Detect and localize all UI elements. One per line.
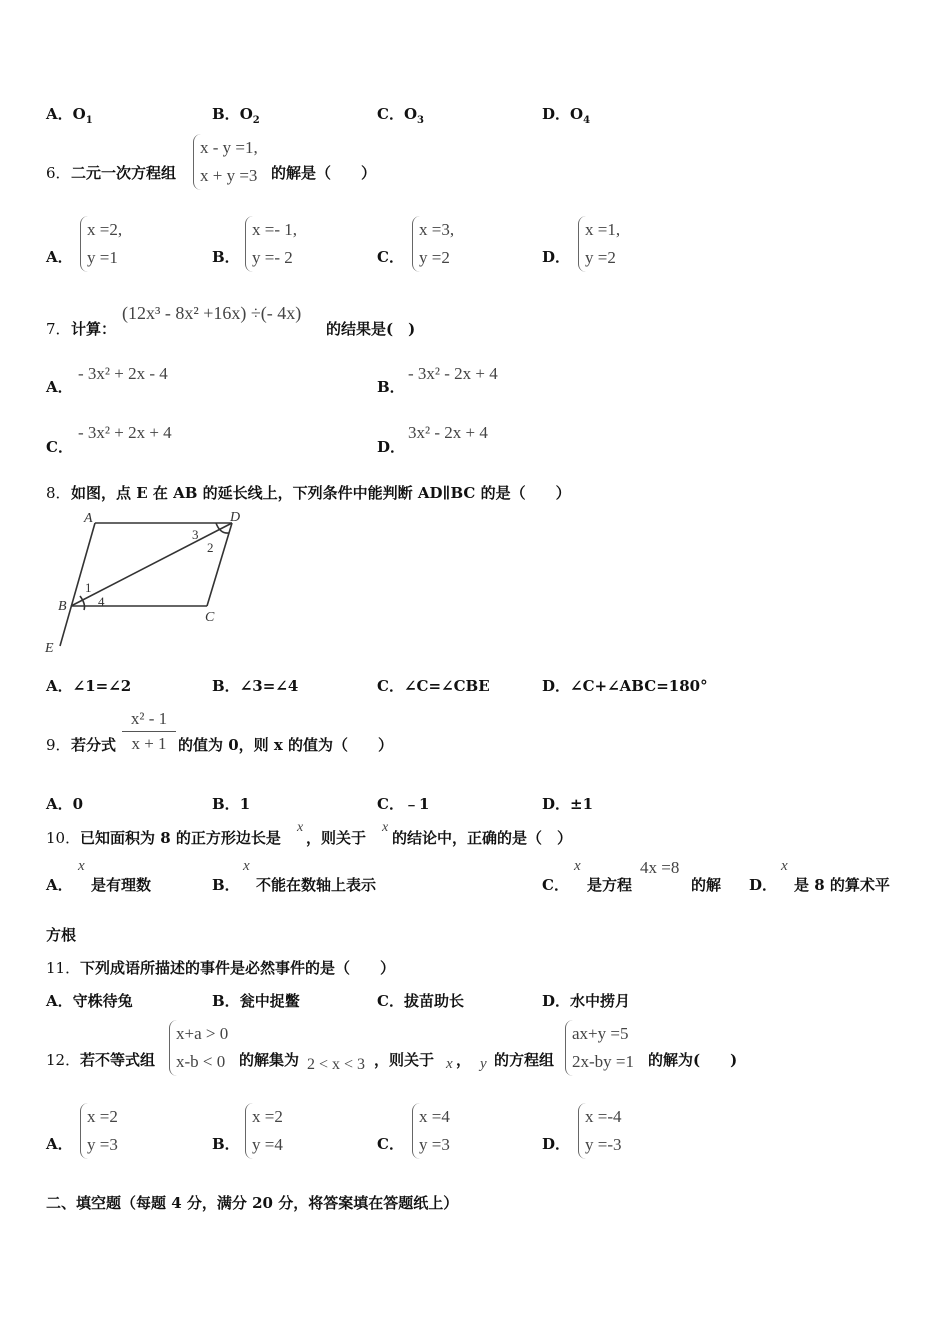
q10-option-c-letter: C． (542, 876, 569, 894)
q12-var-y: y (480, 1056, 487, 1072)
q10-var-2: x (382, 820, 389, 835)
q12-equation-system: ax+y =5 2x-by =1 (565, 1020, 634, 1076)
q12-option-a-system: x =2 y =3 (80, 1103, 118, 1159)
q6-option-a-letter: A． (46, 248, 73, 266)
q10-var-1: x (297, 820, 304, 835)
q5-option-a: A．$O_1$ (46, 105, 93, 126)
q7-option-c-letter: C． (46, 438, 73, 456)
angle-label-2: 2 (207, 540, 214, 555)
q9-option-c: C．﹣1 (377, 795, 430, 813)
q10-option-c-after: 的解 (691, 876, 722, 894)
label-b: B (58, 599, 67, 614)
q9-option-d: D．±1 (542, 795, 594, 813)
q5-option-b: B．$O_2$ (212, 105, 260, 126)
q10-option-a-text: 是有理数 (91, 876, 152, 894)
q11-option-b: B．瓮中捉鳖 (212, 992, 300, 1010)
q11-option-a: A．守株待兔 (46, 992, 133, 1010)
q10-option-a-var: x (78, 858, 85, 874)
q10-option-b-var: x (243, 858, 250, 874)
q12-option-b-letter: B． (212, 1135, 240, 1153)
q7-option-a-expr: - 3x² + 2x - 4 (78, 364, 168, 383)
q10-option-a-letter: A． (46, 876, 73, 894)
q6-option-d-system: x =1, y =2 (578, 216, 620, 272)
q7-option-b-expr: - 3x² - 2x + 4 (408, 364, 498, 383)
q9-number: 9． (46, 736, 71, 754)
q12-option-c-system: x =4 y =3 (412, 1103, 450, 1159)
q10-option-d-text: 是 8 的算术平 (794, 876, 890, 894)
q8-option-c: C．∠C=∠CBE (377, 677, 490, 695)
q10-text-c: 的结论中，正确的是（ ） (392, 829, 573, 847)
angle-label-4: 4 (98, 594, 105, 609)
q10-text-a: 已知面积为 8 的正方形边长是 (80, 829, 281, 847)
q10-option-d-letter: D． (749, 876, 778, 894)
q9-option-b: B．1 (212, 795, 251, 813)
q7-suffix: 的结果是( ) (326, 320, 416, 338)
angle-label-3: 3 (192, 527, 199, 542)
q11-option-d: D．水中捞月 (542, 992, 631, 1010)
q10-option-d-wrap: 方根 (46, 926, 77, 944)
q6-option-c-letter: C． (377, 248, 404, 266)
q12-var-x: x (446, 1056, 453, 1072)
q8-text: 如图，点 E 在 AB 的延长线上，下列条件中能判断 AD∥BC 的是（ ） (71, 484, 571, 502)
label-a: A (84, 511, 93, 526)
q6-option-d-letter: D． (542, 248, 571, 266)
angle-label-1: 1 (85, 580, 92, 595)
q6-option-c-system: x =3, y =2 (412, 216, 454, 272)
q9-fraction (122, 708, 176, 755)
q10-option-d-var: x (781, 858, 788, 874)
q12-option-d-letter: D． (542, 1135, 571, 1153)
q10-option-c-text: 是方程 (587, 876, 633, 894)
q10-text-b: ，则关于 (306, 829, 367, 847)
q12-mid3: 的方程组 (494, 1051, 555, 1069)
q12-range: 2 < x < 3 (307, 1056, 366, 1073)
q10-option-b-text: 不能在数轴上表示 (256, 876, 377, 894)
label-c: C (205, 610, 215, 625)
label-e: E (45, 641, 54, 656)
q9-numerator: x² - 1 (130, 709, 168, 728)
q6-option-b-letter: B． (212, 248, 240, 266)
q7-option-a-letter: A． (46, 378, 73, 396)
q5-option-d: D．$O_4$ (542, 105, 591, 126)
q6-suffix: 的解是（ ） (271, 164, 377, 182)
q9-option-a: A．0 (46, 795, 84, 813)
q6-prefix: 二元一次方程组 (71, 164, 177, 182)
q5-option-c: C．$O_3$ (377, 105, 424, 126)
section-2-title: 二、填空题（每题 4 分，满分 20 分，将答案填在答题纸上） (46, 1194, 459, 1212)
q10-number: 10． (46, 829, 81, 847)
q12-option-b-system: x =2 y =4 (245, 1103, 283, 1159)
q6-system: x - y =1, x + y =3 (193, 134, 258, 190)
q6-number: 6． (46, 164, 71, 182)
q7-expression: (12x³ - 8x² +16x) ÷(- 4x) (122, 303, 302, 323)
q8-option-d: D．∠C+∠ABC=180° (542, 677, 708, 695)
q12-number: 12． (46, 1051, 81, 1069)
q12-mid2: ，则关于 (374, 1051, 435, 1069)
q8-option-a: A．∠1=∠2 (46, 677, 132, 695)
label-d: D (230, 510, 241, 525)
q12-inequality-system: x+a > 0 x-b < 0 (169, 1020, 228, 1076)
q9-suffix: 的值为 0，则 x 的值为（ ） (178, 736, 394, 754)
q12-option-d-system: x =-4 y =-3 (578, 1103, 622, 1159)
q7-option-d-expr: 3x² - 2x + 4 (408, 423, 488, 442)
q12-option-c-letter: C． (377, 1135, 404, 1153)
q7-option-b-letter: B． (377, 378, 405, 396)
q12-suffix: 的解为( ) (648, 1051, 738, 1069)
q7-number: 7． (46, 320, 71, 338)
q6-option-b-system: x =- 1, y =- 2 (245, 216, 297, 272)
q7-prefix: 计算： (71, 320, 117, 338)
q12-option-a-letter: A． (46, 1135, 73, 1153)
q9-denominator: x + 1 (131, 734, 167, 753)
q8-parallelogram-figure (40, 506, 250, 658)
q11-text: 下列成语所描述的事件是必然事件的是（ ） (80, 959, 396, 977)
q10-option-c-var: x (574, 858, 581, 874)
q11-number: 11． (46, 959, 81, 977)
q10-option-c-equation: 4x =8 (640, 858, 680, 877)
q8-number: 8． (46, 484, 71, 502)
q6-option-a-system: x =2, y =1 (80, 216, 122, 272)
q10-option-b-letter: B． (212, 876, 240, 894)
q12-mid1: 的解集为 (239, 1051, 300, 1069)
q9-prefix: 若分式 (71, 736, 117, 754)
q11-option-c: C．拔苗助长 (377, 992, 464, 1010)
q7-option-d-letter: D． (377, 438, 406, 456)
q12-comma: ， (456, 1051, 472, 1069)
q8-option-b: B．∠3=∠4 (212, 677, 299, 695)
q7-option-c-expr: - 3x² + 2x + 4 (78, 423, 172, 442)
q12-prefix: 若不等式组 (80, 1051, 156, 1069)
